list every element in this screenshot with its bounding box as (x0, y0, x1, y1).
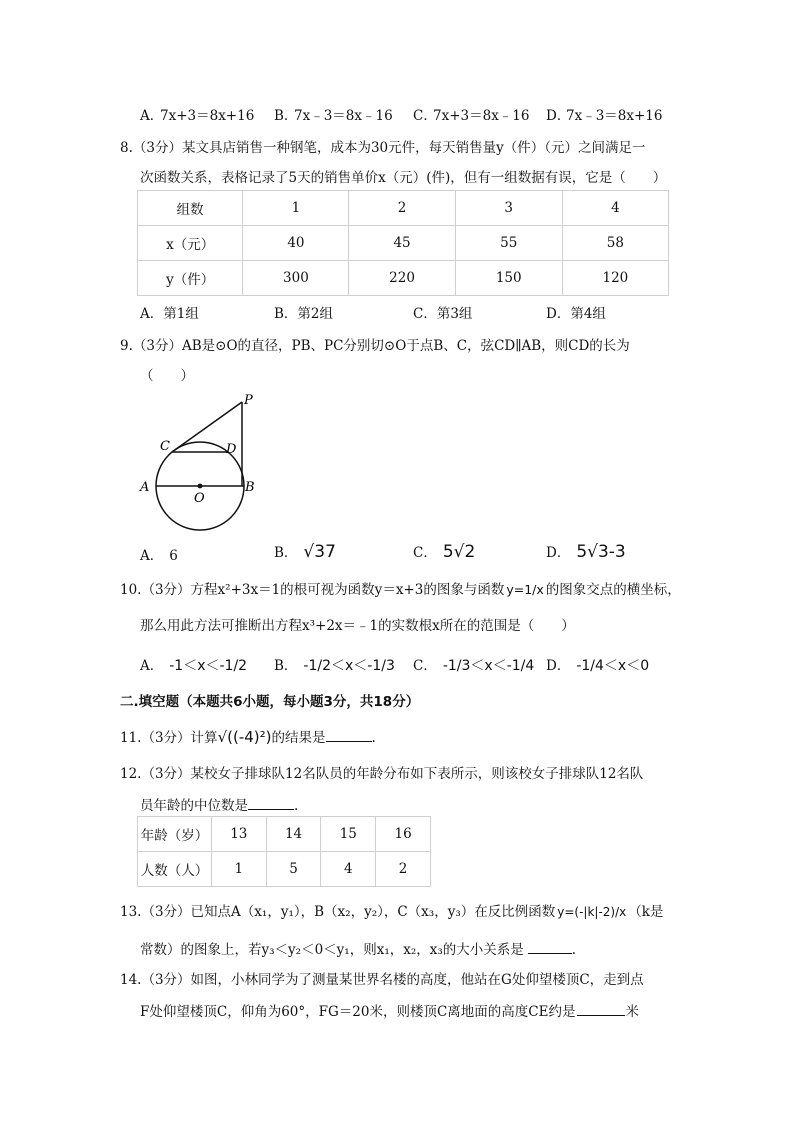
q10-line2: 那么用此方法可推断出方程x³+2x＝﹣1的实数根x所在的范围是（ ） (140, 618, 575, 634)
q12-table (137, 816, 431, 887)
q12-cell: 2 (376, 852, 431, 887)
q9-option-b: B． √37 (274, 542, 336, 562)
q14-answer-blank (577, 1001, 625, 1016)
label-c: C (160, 439, 170, 454)
label-b: B (245, 480, 255, 495)
q8-header-cell: 1 (243, 191, 349, 226)
q8-cell: 150 (455, 261, 562, 296)
q12-cell: 13 (211, 817, 266, 852)
q11-expr: √((-4)²) (217, 728, 272, 746)
label-d: D (226, 442, 237, 457)
label-o: O (194, 491, 205, 506)
q8-header-cell: 2 (349, 191, 455, 226)
q12-line1: 12.（3分）某校女子排球队12名队员的年龄分布如下表所示，则该校女子排球队12名队 (120, 766, 644, 782)
q8-cell: 45 (349, 226, 455, 261)
q7-option-c: C． (413, 108, 437, 124)
q9-option-a: A． 6 (140, 548, 178, 564)
q10-option-a: A． -1＜x＜-1/2 (140, 658, 248, 674)
q9-option-c: C． 5√2 (413, 542, 476, 562)
q8-option-c: C．第3组 (413, 306, 473, 322)
q9-option-d: D． 5√3-3 (546, 542, 626, 562)
q8-cell: 220 (349, 261, 455, 296)
q7-option-d: D． (546, 108, 571, 124)
section-title: 二.填空题（本题共6小题，每小题3分，共18分） (120, 694, 420, 710)
q8-cell: 300 (243, 261, 349, 296)
q11: 11.（3分）计算√((-4)²)的结果是 . (120, 728, 376, 746)
q13-line1: 13.（3分）已知点A（x₁，y₁），B（x₂，y₂），C（x₃，y₃）在反比例函数 y=(-|k|-2)/x （k是 (120, 904, 664, 920)
q8-option-a: A．第1组 (140, 306, 199, 322)
q9-figure (130, 388, 270, 548)
q12-cell: 1 (211, 852, 266, 887)
q9-line1: 9.（3分）AB是⊙O的直径，PB、PC分别切⊙O于点B、C，弦CD∥AB，则CD的长为 (120, 338, 630, 354)
q10-line1-b: 的图象交点的横坐标， (545, 582, 681, 598)
q13-func: y=(-|k|-2)/x (557, 905, 627, 919)
q8-line1: 8.（3分）某文具店销售一种钢笔，成本为30元件，每天销售量y（件）（元）之间满足一 (120, 140, 646, 156)
q10-option-d: D． -1/4＜x＜0 (546, 658, 650, 674)
q8-header-cell: 组数 (138, 191, 243, 226)
q8-cell: 58 (562, 226, 668, 261)
center-dot (198, 484, 203, 489)
q10-line1-a: 10.（3分）方程x²+3x＝1的根可视为函数y＝x+3的图象与函数 (120, 582, 505, 598)
q12-cell: 4 (321, 852, 376, 887)
q8-cell: x（元） (138, 226, 243, 261)
q9-line2: （ ） (140, 368, 194, 384)
q7-option-a: A． (140, 108, 164, 124)
q8-cell: y（件） (138, 261, 243, 296)
q8-cell: 55 (455, 226, 562, 261)
q12-cell: 5 (266, 852, 321, 887)
q7-option-b: B． (274, 108, 298, 124)
label-p: P (244, 393, 253, 408)
q12-cell: 人数（人） (138, 852, 212, 887)
q10-func: y=1/x (506, 582, 544, 597)
label-a: A (140, 480, 150, 495)
q12-cell: 年龄（岁） (138, 817, 212, 852)
q12-line2: 员年龄的中位数是 . (140, 794, 298, 814)
q8-line2: 次函数关系，表格记录了5天的销售单价x（元）(件)，但有一组数据有误，它是（ ） (140, 170, 667, 186)
q10-option-c: C． -1/3＜x＜-1/4 (413, 658, 535, 674)
q10-line1 (120, 578, 681, 598)
q7-option-b-text: 7x﹣3＝8x﹣16 (294, 108, 393, 124)
q7-option-a-text: 7x+3＝8x+16 (160, 108, 255, 124)
q8-option-d: D．第4组 (546, 306, 606, 322)
q7-option-d-text: 7x﹣3＝8x+16 (566, 108, 663, 124)
q7-option-c-text: 7x+3＝8x﹣16 (433, 108, 530, 124)
q8-header-cell: 4 (562, 191, 668, 226)
q12-cell: 15 (321, 817, 376, 852)
q12-answer-blank (248, 795, 294, 810)
q8-table (137, 190, 669, 296)
q14-line2: F处仰望楼顶C，仰角为60°，FG＝20米，则楼顶C离地面的高度CE约是 米 (140, 1000, 639, 1020)
q11-answer-blank (326, 727, 372, 742)
q14-line1: 14.（3分）如图，小林同学为了测量某世界名楼的高度，他站在G处仰望楼顶C，走到点 (120, 972, 644, 988)
q8-cell: 40 (243, 226, 349, 261)
q8-cell: 120 (562, 261, 668, 296)
q8-header-cell: 3 (455, 191, 562, 226)
q13-answer-blank (528, 939, 572, 954)
q12-cell: 14 (266, 817, 321, 852)
q8-option-b: B．第2组 (274, 306, 334, 322)
q13-line2: 常数）的图象上，若y₃＜y₂＜0＜y₁，则x₁，x₂，x₃的大小关系是 . (140, 938, 576, 958)
q10-option-b: B． -1/2＜x＜-1/3 (274, 658, 395, 674)
q12-cell: 16 (376, 817, 431, 852)
